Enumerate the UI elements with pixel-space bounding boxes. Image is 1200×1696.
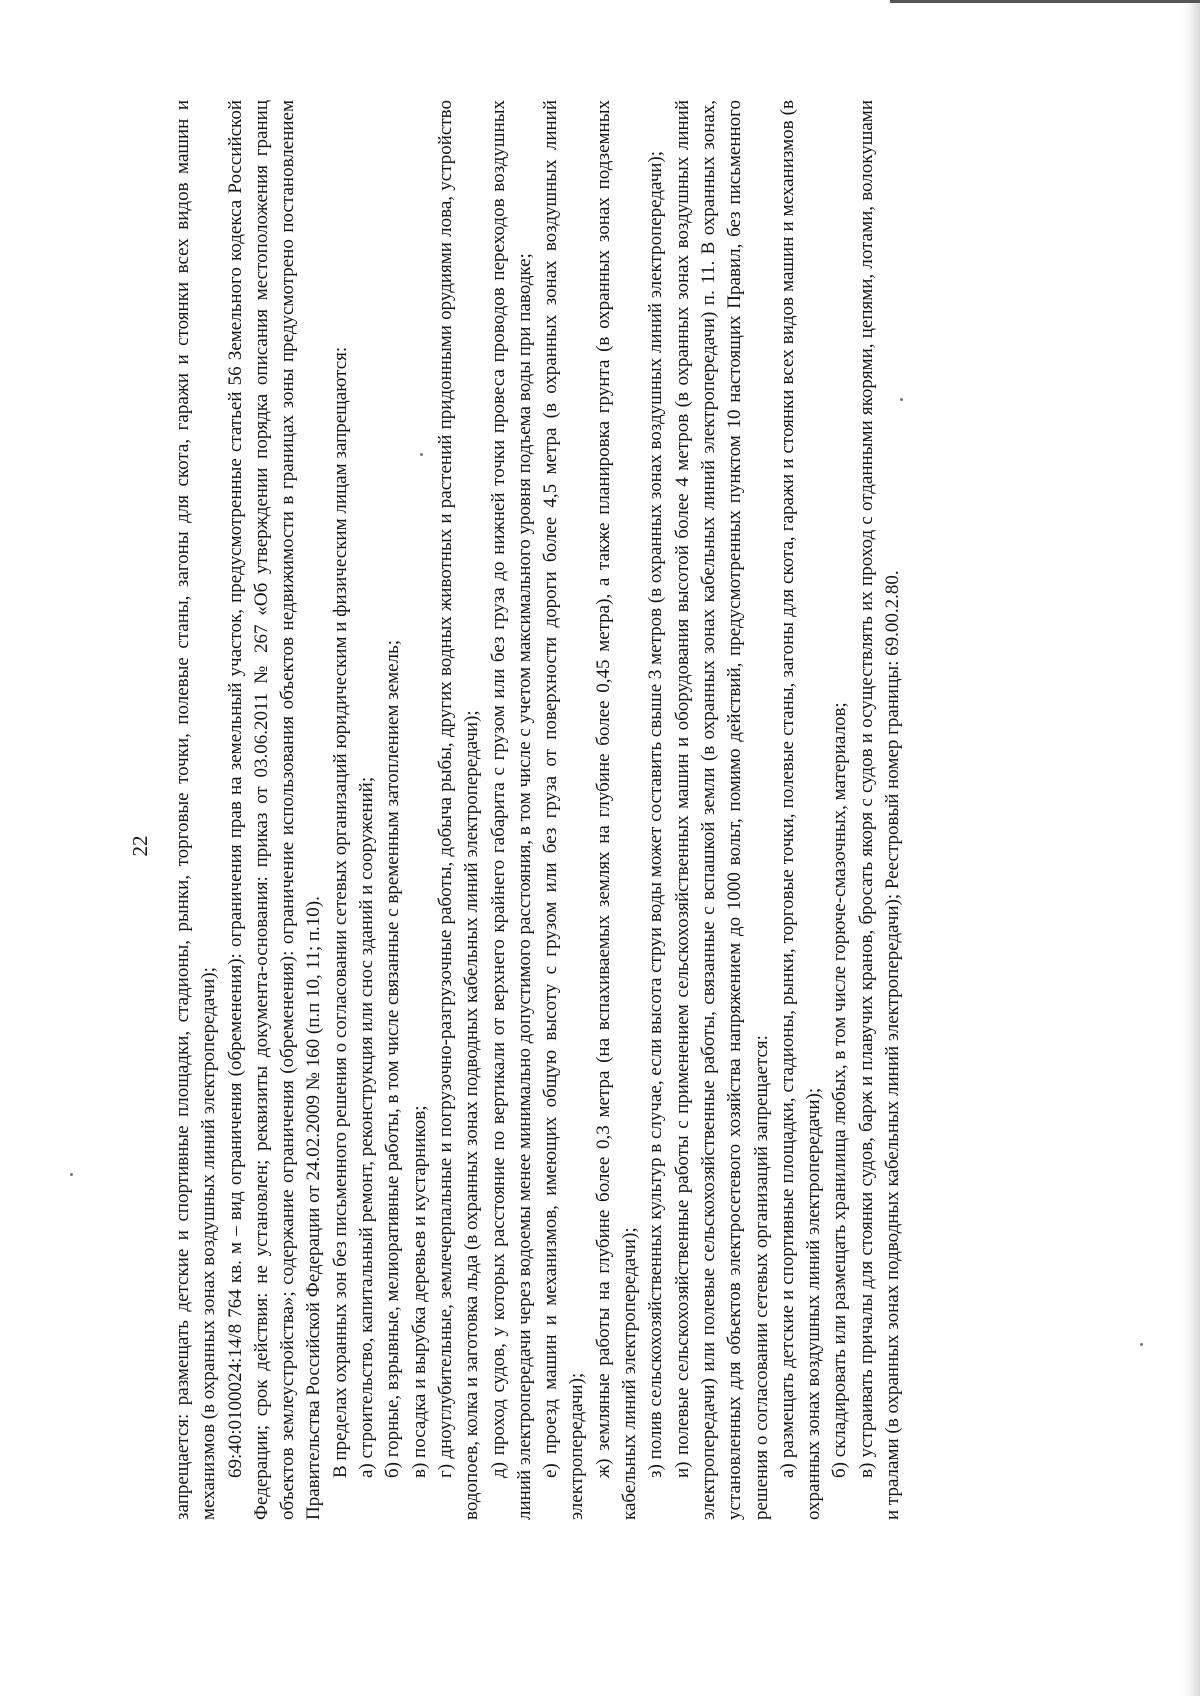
- scan-speck: [70, 1173, 73, 1176]
- list-item: в) посадка и вырубка деревьев и кустарников;: [408, 1105, 430, 1478]
- list-item: ж) земляные работы на глубине более 0,3 метра (на вспахиваемых землях на глубине более 0,45 метра), а также планировка грунта (в охранных зонах подземных кабельных линий электропередачи);: [592, 100, 641, 1520]
- list-item: а) размещать детские и спортивные площадки, стадионы, рынки, торговые точки, полевые станы, загоны для скота, гаражи и стоянки всех видов машин и механизмов (в охранных зонах воздушных линий электропередачи);: [776, 100, 825, 1520]
- list-item: з) полив сельскохозяйственных культур в случае, если высота струи воды может составить свыше 3 метров (в охранных зонах воздушных линий электропередачи);: [645, 150, 667, 1478]
- scan-speck: [420, 453, 423, 456]
- list-item: е) проезд машин и механизмов, имеющих общую высоту с грузом или без груза от поверхности дороги более 4,5 метра (в охранных зонах воздушных линий электропередачи);: [540, 100, 588, 1520]
- list-item: а) строительство, капитальный ремонт, реконструкция или снос зданий и сооружений;: [356, 776, 378, 1478]
- document-body: [170, 100, 906, 1520]
- scan-speck: [900, 398, 903, 401]
- paragraph: 69:40:0100024:14/8 764 кв. м – вид ограничения (обременения): ограничения прав на земельный участок, предусмотренные статьей 56 Земельного кодекса Российской Федерации; срок действия: не установлен; реквизиты документа-основания: приказ от 03.06.2011 № 267 «Об утверждении порядка описания местоположения границ объектов землеустройства»; содержание ограничения (обременения): ограничение использования объектов недвижимости в границах зоны предусмотрено постановлением Правительства Российской Федерации от 24.02.2009 № 160 (п.п 10, 11; п.10).: [224, 100, 325, 1520]
- list-item: д) проход судов, у которых расстояние по вертикали от верхнего крайнего габарита с грузом или без груза до нижней точки провеса проводов переходов воздушных линий электропередачи через водоемы менее минимально допустимого расстояния, в том числе с учетом максимального уровня подъема воды при паводке;: [487, 100, 535, 1520]
- paragraph: запрещается: размещать детские и спортивные площадки, стадионы, рынки, торговые точки, полевые станы, загоны для скота, гаражи и стоянки всех видов машин и механизмов (в охранных зонах воздушных линий электропередачи);: [172, 100, 220, 1520]
- page-number: 22: [128, 835, 152, 857]
- scan-speck: [1140, 1343, 1143, 1346]
- list-item: в) устраивать причалы для стоянки судов, барж и плавучих кранов, бросать якоря с судов и осуществлять их проход с отданными якорями, цепями, лотами, волокушами и тралами (в охранных зонах подводных кабельных линий электропередачи); Реестровый номер границы: 69.00.2.80.: [855, 100, 904, 1520]
- list-item: и) полевые сельскохозяйственные работы с применением сельскохозяйственных машин и оборудования высотой более 4 метров (в охранных зонах воздушных линий электропередачи) или полевые сельскохозяйственные работы, связанные с вспашкой земли (в охранных зонах кабельных линий электропередачи) п. 11. В охранных зонах, установленных для объектов электросетевого хозяйства напряжением до 1000 вольт, помимо действий, предусмотренных пунктом 10 настоящих Правил, без письменного решения о согласовании сетевых организаций запрещается:: [671, 100, 772, 1520]
- list-item: г) дноуглубительные, землечерпальные и погрузочно-разгрузочные работы, добыча рыбы, других водных животных и растений придонными орудиями лова, устройство водопоев, колка и заготовка льда (в охранных зонах подводных кабельных линий электропередачи);: [434, 100, 483, 1520]
- list-item: б) горные, взрывные, мелиоративные работы, в том числе связанные с временным затоплением земель;: [382, 639, 404, 1478]
- list-item: б) складировать или размещать хранилища любых, в том числе горюче-смазочных, материалов;: [829, 702, 851, 1478]
- paragraph: В пределах охранных зон без письменного решения о согласовании сетевых организаций юридическим и физическим лицам запрещаются:: [329, 346, 351, 1478]
